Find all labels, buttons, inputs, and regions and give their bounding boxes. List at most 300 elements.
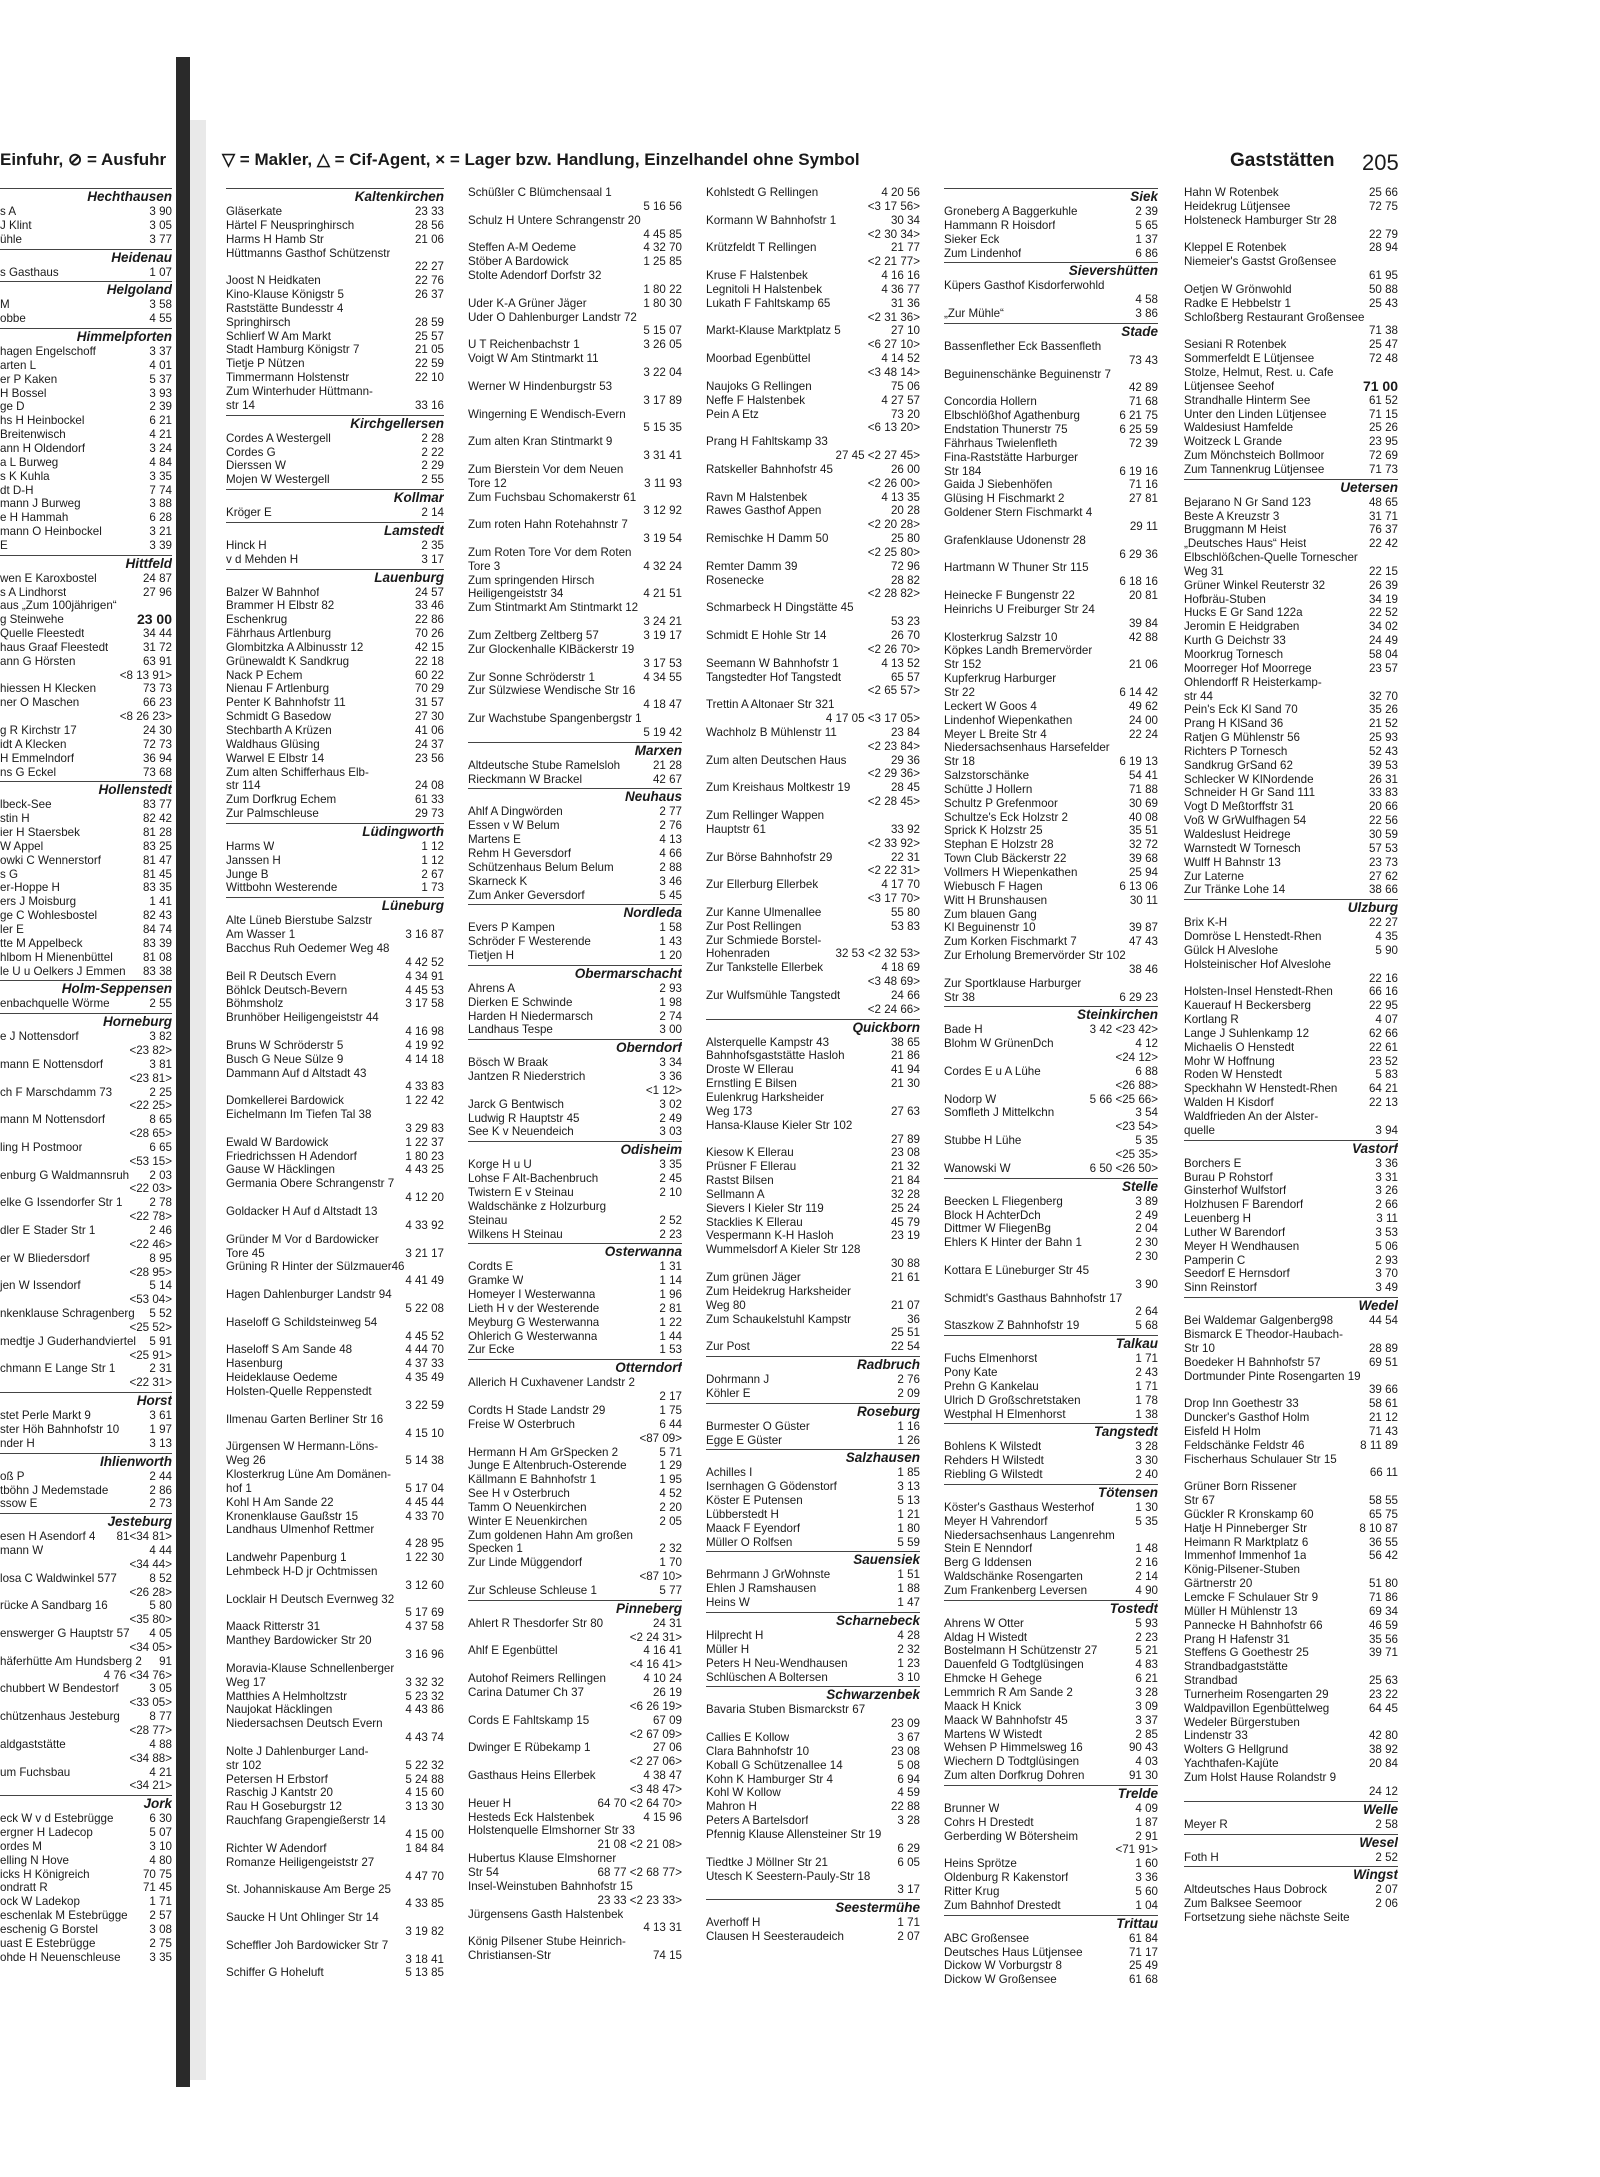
listing-entry xyxy=(0,572,172,586)
entry-phone xyxy=(1394,1110,1398,1124)
entry-phone: 81<34 81> xyxy=(116,1530,172,1544)
listing-entry xyxy=(1184,620,1398,634)
entry-name: Schultz P Grefenmoor xyxy=(944,796,1058,810)
town-heading: Otterndorf xyxy=(468,1359,682,1376)
entry-phone: 2 07 xyxy=(897,1930,920,1944)
entry-name: ers J Moisburg xyxy=(0,895,77,909)
entry-phone: 27 30 xyxy=(414,710,444,724)
entry-phone: 2 30 xyxy=(1135,1250,1158,1264)
entry-name: Allerich H Cuxhavener Landstr 2 xyxy=(468,1376,635,1390)
entry-name: Hartmann W Thuner Str 115 xyxy=(944,561,1089,575)
entry-phone: 21 84 xyxy=(890,1174,920,1188)
listing-entry xyxy=(468,1921,682,1935)
entry-phone: 24 30 xyxy=(142,724,172,737)
entry-phone xyxy=(440,385,444,399)
listing-entry xyxy=(468,504,682,518)
entry-phone: 1 88 xyxy=(897,1582,920,1596)
listing-entry xyxy=(944,233,1158,247)
entry-phone xyxy=(678,1908,682,1922)
listing-entry xyxy=(944,1686,1158,1700)
listing-entry xyxy=(944,1106,1158,1120)
column-3 xyxy=(706,186,920,1944)
entry-name: Gückler R Kronskamp 60 xyxy=(1184,1507,1314,1521)
listing-entry xyxy=(706,601,920,615)
listing-entry xyxy=(226,473,444,487)
entry-phone: 4 32 70 xyxy=(643,241,682,255)
entry-phone: 1 14 xyxy=(659,1274,682,1288)
entry-phone: 1 85 xyxy=(897,1466,920,1480)
entry-name: Weg 31 xyxy=(1184,564,1224,578)
listing-entry xyxy=(468,1672,682,1686)
entry-name: Maack H Knick xyxy=(944,1699,1022,1713)
entry-phone: 3 16 96 xyxy=(405,1648,444,1661)
entry-phone: 21 30 xyxy=(890,1077,920,1091)
entry-name: Ulrich D Großschretstaken xyxy=(944,1393,1081,1407)
entry-phone: 83 39 xyxy=(142,936,172,950)
entry-name: Zur Schleuse Schleuse 1 xyxy=(468,1583,597,1597)
entry-phone: 21 86 xyxy=(890,1049,920,1063)
listing-entry xyxy=(468,726,682,740)
entry-name: Kohlstedt G Rellingen xyxy=(706,186,819,199)
listing-entry xyxy=(1184,1425,1398,1439)
entry-name: Heins W xyxy=(706,1596,750,1610)
listing-entry xyxy=(226,330,444,344)
listing-entry xyxy=(468,1260,682,1274)
entry-phone: 4 12 xyxy=(1135,1037,1158,1051)
entry-name: Tore 45 xyxy=(226,1246,265,1260)
entry-name: Specken 1 xyxy=(468,1542,523,1556)
entry-name: Kupferkrug Harburger xyxy=(944,672,1057,686)
listing-entry xyxy=(0,1766,172,1780)
entry-phone: 3 03 xyxy=(659,1125,682,1139)
listing-entry xyxy=(226,1606,444,1620)
entry-phone: 1 71 xyxy=(1135,1379,1158,1393)
entry-phone: 3 17 89 xyxy=(643,393,682,407)
listing-entry xyxy=(226,766,444,780)
listing-entry xyxy=(944,1079,1158,1093)
listing-entry xyxy=(706,698,920,712)
listing-entry xyxy=(1184,449,1398,463)
listing-entry xyxy=(468,1186,682,1200)
entry-phone: 1 26 xyxy=(897,1433,920,1447)
entry-phone: 4 01 xyxy=(149,358,172,372)
entry-name: Str 67 xyxy=(1184,1494,1215,1508)
entry-phone: 27 81 xyxy=(1128,492,1158,506)
listing-entry xyxy=(468,421,682,435)
listing-entry xyxy=(944,1714,1158,1728)
listing-entry xyxy=(0,1293,172,1307)
entry-phone: 2 14 xyxy=(421,506,444,520)
listing-entry xyxy=(0,1437,172,1451)
listing-entry xyxy=(0,868,172,882)
entry-phone: 39 87 xyxy=(1128,921,1158,935)
listing-entry xyxy=(944,219,1158,233)
listing-entry xyxy=(944,1802,1158,1816)
entry-phone: 3 46 xyxy=(659,874,682,888)
listing-entry xyxy=(0,1307,172,1321)
entry-name: Town Club Bäckerstr 22 xyxy=(944,852,1067,866)
listing-entry xyxy=(944,1278,1158,1292)
listing-entry xyxy=(468,1010,682,1024)
entry-phone: 61 52 xyxy=(1368,393,1398,407)
listing-entry xyxy=(1184,1096,1398,1110)
listing-entry xyxy=(944,492,1158,506)
listing-entry xyxy=(706,421,920,435)
entry-phone: <2 65 57> xyxy=(867,684,920,698)
entry-name: Kino-Klause Königstr 5 xyxy=(226,288,344,302)
listing-entry xyxy=(944,1408,1158,1422)
listing-entry xyxy=(944,1209,1158,1223)
entry-phone: 2 39 xyxy=(149,400,172,414)
listing-entry xyxy=(226,399,444,413)
entry-name: ann H Oldendorf xyxy=(0,441,86,455)
entry-name: Naujokat Häcklingen xyxy=(226,1703,333,1717)
entry-name: „Deutsches Haus“ Heist xyxy=(1184,537,1307,551)
listing-entry xyxy=(226,1136,444,1150)
entry-name: Gärtnerstr 20 xyxy=(1184,1577,1253,1591)
entry-phone: 3 34 xyxy=(659,1056,682,1070)
entry-name: str 114 xyxy=(226,779,261,793)
entry-name: Germania Obere Schrangenstr 7 xyxy=(226,1177,395,1191)
listing-entry xyxy=(706,214,920,228)
entry-phone: 81 28 xyxy=(142,826,172,840)
listing-entry xyxy=(1184,565,1398,579)
entry-phone: 3 22 59 xyxy=(405,1398,444,1412)
entry-phone xyxy=(1154,534,1158,548)
entry-name: ordes M xyxy=(0,1839,42,1853)
listing-entry xyxy=(944,1843,1158,1857)
entry-name: Uder K-A Grüner Jäger xyxy=(468,296,587,310)
listing-entry xyxy=(0,738,172,752)
entry-name: Freise W Osterbruch xyxy=(468,1417,575,1431)
entry-phone: 3 39 xyxy=(149,538,172,552)
entry-name: Fina-Raststätte Harburger xyxy=(944,450,1079,464)
entry-phone xyxy=(440,1717,444,1731)
entry-phone: 2 09 xyxy=(897,1386,920,1400)
entry-phone: 2 14 xyxy=(1135,1570,1158,1584)
entry-phone: 2 43 xyxy=(1135,1365,1158,1379)
entry-phone xyxy=(1154,949,1158,963)
entry-name: Alsterquelle Kampstr 43 xyxy=(706,1035,830,1049)
entry-phone: 5 23 32 xyxy=(405,1689,444,1703)
town-heading: Kollmar xyxy=(226,489,444,506)
entry-name: ster Höh Bahnhofstr 10 xyxy=(0,1422,120,1436)
entry-name: Prehn G Kankelau xyxy=(944,1379,1039,1393)
entry-name: Jarck G Bentwisch xyxy=(468,1097,564,1111)
entry-phone: <2 30 34> xyxy=(867,227,920,241)
entry-phone: 2 20 xyxy=(659,1500,682,1514)
entry-name: Steffens G Goethestr 25 xyxy=(1184,1646,1309,1660)
entry-name: Zum Bahnhof Drestedt xyxy=(944,1898,1061,1912)
entry-phone: 3 19 17 xyxy=(643,629,682,642)
listing-entry xyxy=(944,1380,1158,1394)
entry-phone xyxy=(440,1468,444,1482)
listing-entry xyxy=(944,1454,1158,1468)
entry-phone: 21 12 xyxy=(1368,1411,1398,1425)
entry-phone xyxy=(916,1828,920,1842)
listing-entry xyxy=(1184,662,1398,676)
town-heading: Himmelpforten xyxy=(0,328,172,345)
listing-entry xyxy=(944,755,1158,769)
listing-entry xyxy=(1184,1466,1398,1480)
entry-phone: 2 31 xyxy=(149,1362,172,1376)
entry-phone xyxy=(440,1745,444,1759)
listing-entry xyxy=(944,437,1158,451)
listing-entry xyxy=(0,1779,172,1793)
entry-name: Zur Linde Müggendorf xyxy=(468,1556,583,1570)
entry-phone: 4 09 xyxy=(1135,1801,1158,1815)
listing-entry xyxy=(468,560,682,574)
listing-entry xyxy=(1184,634,1398,648)
listing-entry xyxy=(706,1299,920,1313)
entry-phone: 23 19 xyxy=(890,1229,920,1243)
entry-phone xyxy=(1394,255,1398,269)
listing-entry xyxy=(468,1487,682,1501)
entry-phone: 42 88 xyxy=(1128,630,1158,644)
entry-name: Petersen H Erbstorf xyxy=(226,1772,328,1786)
entry-name: Schlierf W Am Markt xyxy=(226,329,332,343)
entry-name: Niedersachsenhaus Harsefelder xyxy=(944,741,1110,755)
town-heading: Neuhaus xyxy=(468,788,682,805)
page-spine-shadow xyxy=(176,57,190,2087)
listing-entry xyxy=(706,1003,920,1017)
listing-entry xyxy=(468,805,682,819)
entry-phone: 1 12 xyxy=(421,853,444,867)
listing-entry xyxy=(226,1011,444,1025)
listing-entry xyxy=(468,684,682,698)
entry-name: Droste W Ellerau xyxy=(706,1063,794,1077)
listing-entry xyxy=(1184,1577,1398,1591)
entry-phone: 4 14 52 xyxy=(881,352,920,366)
entry-phone: 24 12 xyxy=(1368,1784,1398,1798)
listing-entry xyxy=(226,219,444,233)
listing-entry xyxy=(0,1840,172,1854)
listing-entry xyxy=(226,710,444,724)
entry-phone: 3 05 xyxy=(149,218,172,232)
entry-phone xyxy=(916,1091,920,1105)
listing-entry xyxy=(944,1250,1158,1264)
listing-entry xyxy=(468,1390,682,1404)
entry-name: Zur Laterne xyxy=(1184,869,1244,883)
entry-name: Kiesow K Ellerau xyxy=(706,1146,794,1160)
entry-name: Bade H xyxy=(944,1023,983,1037)
entry-name: Waldesiust Hamfelde xyxy=(1184,421,1294,435)
entry-name: Heinecke F Bungenstr 22 xyxy=(944,589,1075,603)
entry-name: Meyburg G Westerwanna xyxy=(468,1315,600,1329)
entry-name: mann J Burweg xyxy=(0,497,81,511)
listing-entry xyxy=(226,385,444,399)
listing-entry xyxy=(468,921,682,935)
entry-name: Schloßberg Restaurant Großensee xyxy=(1184,310,1365,324)
listing-entry xyxy=(468,629,682,643)
listing-entry xyxy=(226,1620,444,1634)
entry-phone xyxy=(1154,603,1158,617)
listing-entry xyxy=(1184,985,1398,999)
entry-phone: 4 37 58 xyxy=(405,1620,444,1634)
listing-entry xyxy=(706,1434,920,1448)
entry-name: Winter E Neuenkirchen xyxy=(468,1514,588,1528)
entry-name: Rehders H Wilstedt xyxy=(944,1454,1044,1468)
listing-entry xyxy=(706,809,920,823)
listing-entry xyxy=(226,1565,444,1579)
entry-name: hlbom H Mienenbüttel xyxy=(0,950,113,964)
entry-phone: 42 89 xyxy=(1128,381,1158,395)
entry-name: Weg 80 xyxy=(706,1298,746,1312)
entry-phone: 3 21 xyxy=(149,525,172,539)
listing-entry xyxy=(226,752,444,766)
listing-entry xyxy=(0,1558,172,1572)
entry-name: rücke A Sandbarg 16 xyxy=(0,1599,108,1613)
entry-name: Ehlers K Hinter der Bahn 1 xyxy=(944,1236,1082,1250)
entry-phone: 22 15 xyxy=(1368,564,1398,578)
entry-phone: 6 88 xyxy=(1135,1064,1158,1078)
entry-name: Ahlf E Egenbüttel xyxy=(468,1644,558,1658)
entry-phone xyxy=(1154,506,1158,520)
listing-entry xyxy=(944,1134,1158,1148)
entry-name: Foth H xyxy=(1184,1850,1219,1864)
entry-name: Peters H Neu-Wendhausen xyxy=(706,1656,848,1670)
listing-entry xyxy=(226,1039,444,1053)
entry-name: Tamm O Neuenkirchen xyxy=(468,1500,587,1514)
listing-entry xyxy=(0,1409,172,1423)
entry-name: Schmarbeck H Dingstätte 45 xyxy=(706,601,854,615)
listing-entry xyxy=(468,712,682,726)
listing-entry xyxy=(706,228,920,242)
listing-entry xyxy=(226,343,444,357)
entry-phone: 1 43 xyxy=(659,935,682,949)
entry-phone: 2 93 xyxy=(659,981,682,995)
listing-entry xyxy=(1184,745,1398,759)
entry-phone: 1 16 xyxy=(897,1419,920,1433)
entry-phone: 4 16 41 xyxy=(643,1644,682,1658)
entry-name: Heidekrug Lütjensee xyxy=(1184,199,1291,213)
entry-name: Str 38 xyxy=(944,990,975,1004)
entry-phone: 4 34 55 xyxy=(643,670,682,684)
entry-phone: 71 68 xyxy=(1128,395,1158,409)
entry-phone: 2 29 xyxy=(421,459,444,473)
entry-name: Grüning R Hinter der Sülzmauer46 xyxy=(226,1260,405,1274)
listing-entry xyxy=(226,1468,444,1482)
listing-entry xyxy=(226,1551,444,1565)
entry-phone: 3 28 xyxy=(1135,1686,1158,1699)
entry-phone: 5 06 xyxy=(1375,1239,1398,1253)
town-heading: Helgoland xyxy=(0,281,172,298)
town-heading: Ulzburg xyxy=(1184,899,1398,916)
entry-name: Markt-Klause Marktplatz 5 xyxy=(706,324,841,338)
entry-phone: 1 21 xyxy=(897,1507,920,1521)
listing-entry xyxy=(1184,463,1398,477)
town-heading: Lüdingworth xyxy=(226,823,444,840)
entry-name: See K v Neuendeich xyxy=(468,1125,574,1139)
listing-entry xyxy=(468,861,682,875)
entry-name: Zur Tränke Lohe 14 xyxy=(1184,883,1286,897)
listing-entry xyxy=(1184,703,1398,717)
entry-name: Zum Kreishaus Moltkestr 19 xyxy=(706,781,851,795)
entry-phone: 4 15 00 xyxy=(405,1827,444,1841)
listing-entry xyxy=(944,1617,1158,1631)
listing-entry xyxy=(1184,241,1398,255)
listing-entry xyxy=(1184,1314,1398,1328)
listing-entry xyxy=(944,1529,1158,1543)
entry-phone xyxy=(678,684,682,698)
entry-phone: 2 03 xyxy=(149,1168,172,1182)
entry-phone: <87 09> xyxy=(639,1431,682,1445)
entry-phone: 40 08 xyxy=(1128,810,1158,824)
listing-entry xyxy=(0,1127,172,1141)
entry-phone: 49 62 xyxy=(1128,699,1158,713)
entry-name: Tietje P Nützen xyxy=(226,357,305,371)
entry-phone: 27 89 xyxy=(890,1132,920,1146)
entry-phone: 5 45 xyxy=(659,888,682,902)
entry-phone: 61 68 xyxy=(1128,1973,1158,1987)
listing-entry xyxy=(1184,1110,1398,1124)
entry-phone: 2 55 xyxy=(421,473,444,487)
entry-phone xyxy=(916,1243,920,1257)
entry-phone: 6 50 <26 50> xyxy=(1089,1161,1158,1175)
entry-name: Dortmunder Pinte Rosengarten 19 xyxy=(1184,1369,1361,1383)
entry-name: Schlecker W KlNordende xyxy=(1184,772,1314,786)
entry-phone: 2 32 xyxy=(897,1642,920,1656)
entry-phone: 6 14 42 xyxy=(1119,686,1158,699)
entry-phone: 71 15 xyxy=(1368,407,1398,421)
entry-name: Klosterkrug Lüne Am Domänen- xyxy=(226,1468,391,1482)
entry-name: Harden H Niedermarsch xyxy=(468,1009,594,1023)
listing-entry xyxy=(468,1686,682,1700)
entry-name: Gasthaus Heins Ellerbek xyxy=(468,1769,596,1783)
entry-name: Cordts E xyxy=(468,1260,514,1274)
listing-entry xyxy=(706,906,920,920)
listing-entry xyxy=(706,255,920,269)
entry-phone: 4 83 xyxy=(1135,1658,1158,1672)
entry-name: Balzer W Bahnhof xyxy=(226,585,320,599)
entry-phone: 28 82 xyxy=(890,573,920,587)
listing-entry xyxy=(944,1292,1158,1306)
entry-phone: 28 56 xyxy=(414,218,444,232)
entry-phone: 71 45 xyxy=(142,1881,172,1895)
entry-phone: 39 53 xyxy=(1368,758,1398,772)
listing-entry xyxy=(944,451,1158,465)
entry-phone: 3 86 xyxy=(1135,307,1158,321)
listing-entry xyxy=(468,759,682,773)
listing-entry xyxy=(0,1362,172,1376)
entry-phone: 21 08 <2 21 08> xyxy=(597,1838,682,1852)
listing-entry xyxy=(944,1162,1158,1176)
entry-phone: 3 35 xyxy=(149,469,172,483)
entry-phone: 21 05 xyxy=(414,343,444,357)
town-heading: Trelde xyxy=(944,1785,1158,1802)
listing-entry xyxy=(1184,1212,1398,1226)
entry-phone: 46 59 xyxy=(1368,1618,1398,1632)
entry-phone: <25 35> xyxy=(1115,1148,1158,1161)
listing-entry xyxy=(0,937,172,951)
page-gutter xyxy=(190,120,206,2080)
listing-entry xyxy=(706,186,920,200)
entry-phone: 3 67 xyxy=(897,1731,920,1745)
entry-name: Leuenberg H xyxy=(1184,1212,1252,1226)
listing-entry xyxy=(468,819,682,833)
entry-phone: <26 88> xyxy=(1115,1078,1158,1092)
listing-entry xyxy=(1184,930,1398,944)
entry-phone: 4 38 47 xyxy=(643,1769,682,1783)
listing-entry xyxy=(1184,1549,1398,1563)
entry-name: Zur Glockenhalle KlBäckerstr 19 xyxy=(468,642,635,656)
town-heading: Jork xyxy=(0,1795,172,1812)
entry-phone: 39 71 xyxy=(1368,1646,1398,1660)
entry-name: Woitzeck L Grande xyxy=(1184,435,1282,449)
entry-name: obbe xyxy=(0,312,26,326)
entry-name: Tietjen H xyxy=(468,949,514,963)
listing-entry xyxy=(1184,972,1398,986)
